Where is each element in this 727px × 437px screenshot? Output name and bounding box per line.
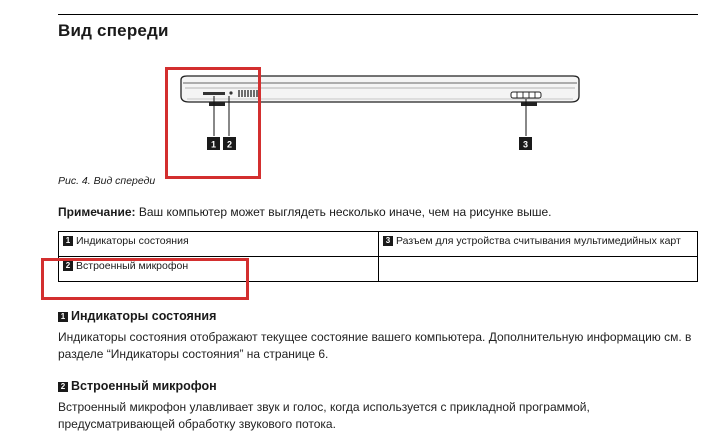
table-cell-empty <box>379 257 698 282</box>
section-heading <box>58 309 708 323</box>
table-cell <box>379 232 698 257</box>
section-status-indicators <box>58 309 708 363</box>
section-title: Встроенный микрофон <box>71 379 217 393</box>
top-rule <box>58 14 698 15</box>
section-body: Индикаторы состояния отображают текущее состояние вашего компьютера. Дополнительную информацию см. в разделе “Индикаторы состояния” на странице 6. <box>58 330 692 361</box>
callout-1: 1 <box>210 139 217 150</box>
table-row <box>59 232 698 257</box>
number-badge: 2 <box>58 382 68 392</box>
number-badge: 1 <box>58 312 68 322</box>
section-body: Встроенный микрофон улавливает звук и голос, когда используется с прикладной программой, предусматривающей обработку звукового потока. <box>58 400 590 431</box>
table-cell <box>59 232 379 257</box>
table-cell-text: Встроенный микрофон <box>76 260 189 272</box>
table-cell-text: Индикаторы состояния <box>76 235 189 247</box>
number-badge: 1 <box>63 236 73 246</box>
highlight-box-illustration <box>165 67 261 179</box>
section-microphone <box>58 379 708 433</box>
highlight-box-microphone-row <box>41 258 249 300</box>
callout-2: 2 <box>226 139 233 150</box>
section-title: Индикаторы состояния <box>71 309 217 323</box>
note-text: Ваш компьютер может выглядеть несколько иначе, чем на рисунке выше. <box>135 205 552 219</box>
note <box>58 205 552 219</box>
page-title: Вид спереди <box>58 21 169 40</box>
number-badge: 3 <box>383 236 393 246</box>
section-heading <box>58 379 708 393</box>
figure-caption: Рис. 4. Вид спереди <box>58 175 156 187</box>
callout-3: 3 <box>522 139 529 150</box>
table-cell-text: Разъем для устройства считывания мультимедийных карт <box>396 235 681 247</box>
note-label: Примечание: <box>58 205 136 219</box>
number-badge: 2 <box>63 261 73 271</box>
